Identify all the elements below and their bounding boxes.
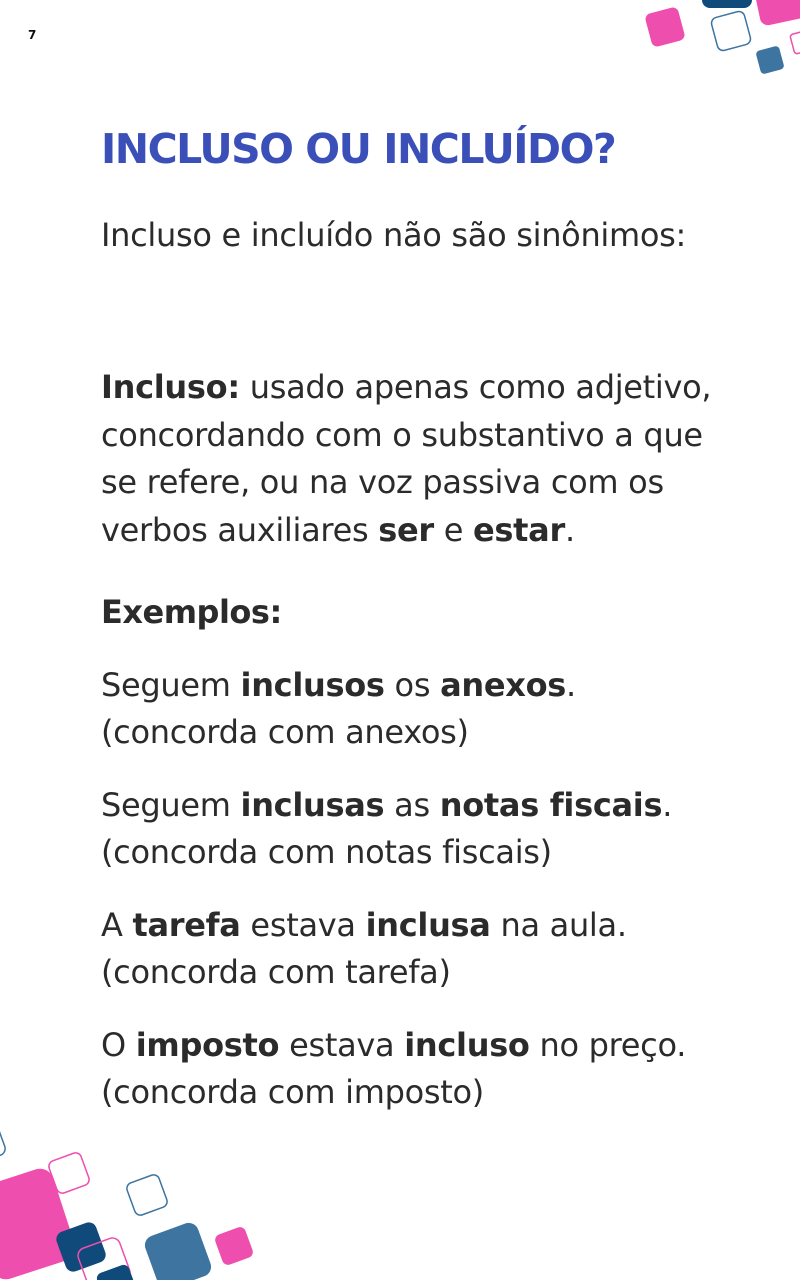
page-content (101, 122, 741, 1116)
examples-heading: Exemplos: (101, 593, 282, 631)
example-note: (concorda com notas fiscais) (101, 833, 552, 871)
example-text: estava (240, 906, 366, 944)
example-bold: anexos (440, 666, 567, 704)
example-text: as (384, 786, 440, 824)
definition-end: . (564, 510, 575, 549)
example-text: estava (279, 1026, 405, 1064)
example-1 (101, 662, 741, 756)
definition-bold-estar: estar (473, 510, 565, 549)
example-note: (concorda com imposto) (101, 1073, 484, 1111)
example-bold: incluso (404, 1026, 530, 1064)
page-number: 7 (28, 28, 37, 42)
decorative-squares-bottom (0, 1130, 280, 1280)
definition-connector: e (433, 510, 473, 549)
example-note: (concorda com tarefa) (101, 953, 451, 991)
definition-bold-ser: ser (378, 510, 434, 549)
example-bold: notas fiscais (439, 786, 663, 824)
example-text: Seguem (101, 666, 241, 704)
intro-text: Incluso e incluído não são sinônimos: (101, 216, 687, 254)
example-text: na aula. (490, 906, 627, 944)
example-bold: inclusos (240, 666, 385, 704)
example-text: A (101, 906, 133, 944)
example-text: O (101, 1026, 136, 1064)
example-text: Seguem (101, 786, 241, 824)
example-2 (101, 782, 741, 876)
example-text: . (662, 786, 673, 824)
example-3 (101, 902, 741, 996)
page-title: INCLUSO OU INCLUÍDO? (101, 125, 616, 173)
example-bold: inclusa (365, 906, 491, 944)
example-text: no preço. (529, 1026, 687, 1064)
definition-text: usado apenas como adjetivo, concordando com o substantivo a que se refere, ou na voz passiva com os verbos auxiliares (101, 368, 712, 549)
definition-paragraph (101, 364, 741, 554)
example-text: os (384, 666, 441, 704)
example-text: . (566, 666, 576, 704)
example-bold: imposto (135, 1026, 280, 1064)
example-bold: inclusas (240, 786, 385, 824)
definition-term: Incluso: (101, 368, 240, 406)
example-note: (concorda com anexos) (101, 713, 469, 751)
example-bold: tarefa (132, 906, 241, 944)
example-4 (101, 1022, 741, 1116)
